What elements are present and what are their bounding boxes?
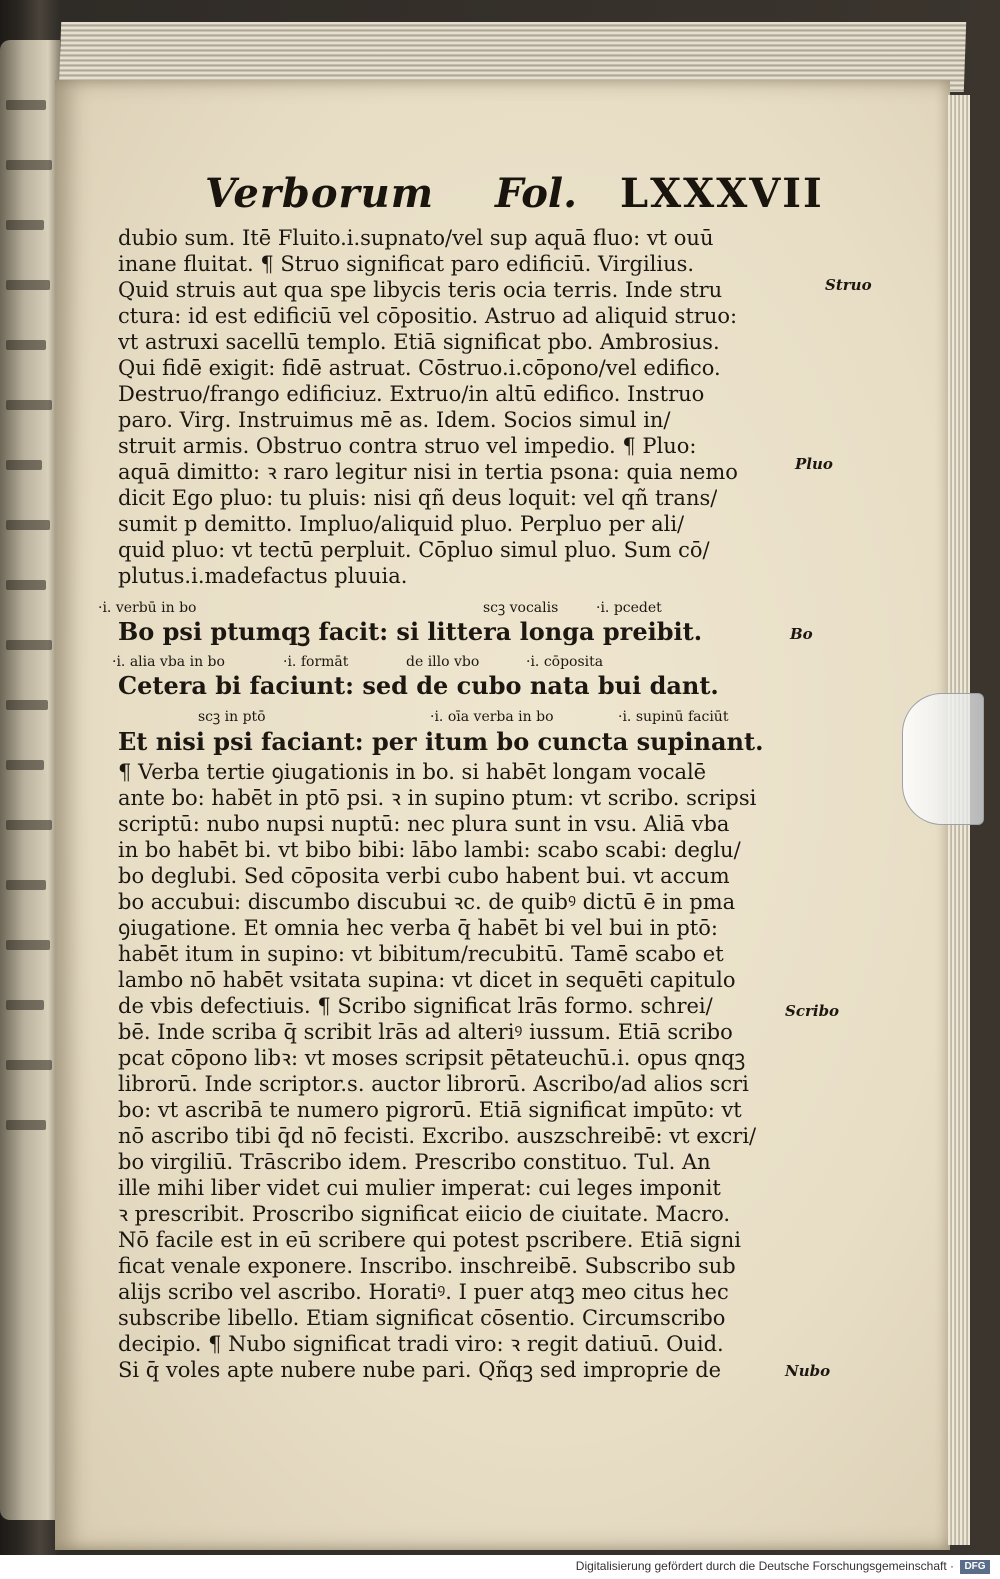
- commentary-line: ¶ Verba tertie ꝯiugationis in bo. si habēt longam vocalē: [118, 760, 707, 784]
- body-line: Destruo/frango edificiuz. Extruo/in altū edifico. Instruo: [118, 382, 705, 406]
- running-header: [205, 170, 825, 230]
- body-line: vt astruxi sacellū templo. Etiā significat pbo. Ambrosius.: [118, 330, 720, 354]
- commentary-line: librorū. Inde scriptor.s. auctor librorū. Ascribo/ad alios scri: [118, 1072, 749, 1096]
- body-line: ctura: id est edificiū vel cōpositio. Astruo ad aliquid struo:: [118, 304, 738, 328]
- gloss: scꝫ vocalis: [483, 600, 559, 616]
- footer-bar: [0, 1555, 1000, 1579]
- commentary-line: decipio. ¶ Nubo significat tradi viro: ꝛ regit datiuū. Ouid.: [118, 1332, 724, 1356]
- commentary-line: Nō facile est in eū scribere qui potest pscribere. Etiā signi: [118, 1228, 741, 1252]
- gloss: ·i. cōposita: [526, 654, 604, 670]
- body-line: plutus.i.madefactus pluuia.: [118, 564, 408, 588]
- gloss: scꝫ in ptō: [198, 709, 266, 725]
- gloss: ·i. verbū in bo: [98, 600, 197, 616]
- header-folio-number: LXXXVII: [620, 170, 824, 217]
- previous-page-edge: [0, 40, 60, 1520]
- commentary-line: ꝯiugatione. Et omnia hec verba q̄ habēt bi vel bui in ptō:: [118, 916, 718, 940]
- paper-slip-bookmark: [902, 693, 984, 825]
- margin-note-bo: Bo: [790, 625, 813, 643]
- commentary-line: alijs scribo vel ascribo. Horatiꝰ. I puer atqꝫ meo citus hec: [118, 1280, 729, 1304]
- body-line: struit armis. Obstruo contra struo vel impedio. ¶ Pluo:: [118, 434, 697, 458]
- margin-note-pluo: Pluo: [795, 455, 833, 473]
- body-line: paro. Virg. Instruimus mē as. Idem. Socios simul in/: [118, 408, 671, 432]
- commentary-line: ficat venale exponere. Inscribo. inschreibē. Subscribo sub: [118, 1254, 736, 1278]
- dfg-logo: DFG: [960, 1560, 990, 1574]
- verse-line: Bo psi ptumqꝫ facit: si littera longa preibit.: [118, 617, 703, 646]
- gloss: de illo vbo: [406, 654, 480, 670]
- body-line: sumit p demitto. Impluo/aliquid pluo. Perpluo per ali/: [118, 512, 685, 536]
- commentary-line: habēt itum in supino: vt bibitum/recubitū. Tamē scabo et: [118, 942, 724, 966]
- commentary-line: bo accubui: discumbo discubui ꝛc. de quibꝰ dictū ē in pma: [118, 890, 736, 914]
- commentary-line: subscribe libello. Etiam significat cōsentio. Circumscribo: [118, 1306, 726, 1330]
- commentary-line: lambo nō habēt vsitata supina: vt dicet in sequēti capitulo: [118, 968, 736, 992]
- footer-credit: Digitalisierung gefördert durch die Deutsche Forschungsgemeinschaft ·: [575, 1559, 954, 1573]
- body-line: quid pluo: vt tectū perpluit. Cōpluo simul pluo. Sum cō/: [118, 538, 710, 562]
- body-line: inane fluitat. ¶ Struo significat paro edificiū. Virgilius.: [118, 252, 695, 276]
- commentary-line: scriptū: nubo nupsi nuptū: nec plura sunt in vsu. Aliā vba: [118, 812, 730, 836]
- header-folio-label: Fol.: [495, 170, 578, 217]
- margin-note-scribo: Scribo: [785, 1002, 840, 1020]
- commentary-line: bo deglubi. Sed cōposita verbi cubo habent bui. vt accum: [118, 864, 730, 888]
- gloss: ·i. alia vba in bo: [112, 654, 225, 670]
- gloss: ·i. formāt: [283, 654, 349, 670]
- commentary-line: bo: vt ascribā te numero pigrorū. Etiā significat impūto: vt: [118, 1098, 742, 1122]
- body-line: Qui fidē exigit: fidē astruat. Cōstruo.i.cōpono/vel edifico.: [118, 356, 721, 380]
- commentary-line: nō ascribo tibi q̄d nō fecisti. Excribo. auszschreibē: vt excri/: [118, 1124, 757, 1148]
- body-line: dubio sum. Itē Fluito.i.supnato/vel sup aquā fluo: vt ouū: [118, 226, 714, 250]
- margin-note-struo: Struo: [825, 276, 872, 294]
- body-line: aquā dimitto: ꝛ raro legitur nisi in tertia psona: quia nemo: [118, 460, 738, 484]
- commentary-line: bo virgiliū. Trāscribo idem. Prescribo constituo. Tul. An: [118, 1150, 711, 1174]
- body-line: dicit Ego pluo: tu pluis: nisi qñ deus loquit: vel qñ trans/: [118, 486, 718, 510]
- verse-line: Et nisi psi faciant: per itum bo cuncta supinant.: [118, 727, 764, 756]
- commentary-line: ꝛ prescribit. Proscribo significat eiicio de ciuitate. Macro.: [118, 1202, 731, 1226]
- header-word: Verborum: [205, 170, 435, 217]
- commentary-line: de vbis defectiuis. ¶ Scribo significat lrās formo. schrei/: [118, 994, 713, 1018]
- gloss: ·i. supinū faciūt: [618, 709, 729, 725]
- margin-note-nubo: Nubo: [785, 1362, 831, 1380]
- gloss: ·i. oīa verba in bo: [430, 709, 554, 725]
- body-line: Quid struis aut qua spe libycis teris ocia terris. Inde stru: [118, 278, 723, 302]
- gloss: ·i. pcedet: [596, 600, 662, 616]
- commentary-line: ille mihi liber videt cui mulier imperat: cui leges imponit: [118, 1176, 721, 1200]
- verse-line: Cetera bi faciunt: sed de cubo nata bui dant.: [118, 671, 719, 700]
- commentary-line: bē. Inde scriba q̄ scribit lrās ad alteriꝰ iussum. Etiā scribo: [118, 1020, 733, 1044]
- commentary-line: in bo habēt bi. vt bibo bibi: lābo lambi: scabo scabi: deglu/: [118, 838, 741, 862]
- commentary-line: ante bo: habēt in ptō psi. ꝛ in supino ptum: vt scribo. scripsi: [118, 786, 757, 810]
- commentary-line: Si q̄ voles apte nubere nube pari. Qñqꝫ sed improprie de: [118, 1358, 722, 1382]
- commentary-line: pcat cōpono libꝛ: vt moses scripsit pētateuchū.i. opus qnqꝫ: [118, 1046, 746, 1070]
